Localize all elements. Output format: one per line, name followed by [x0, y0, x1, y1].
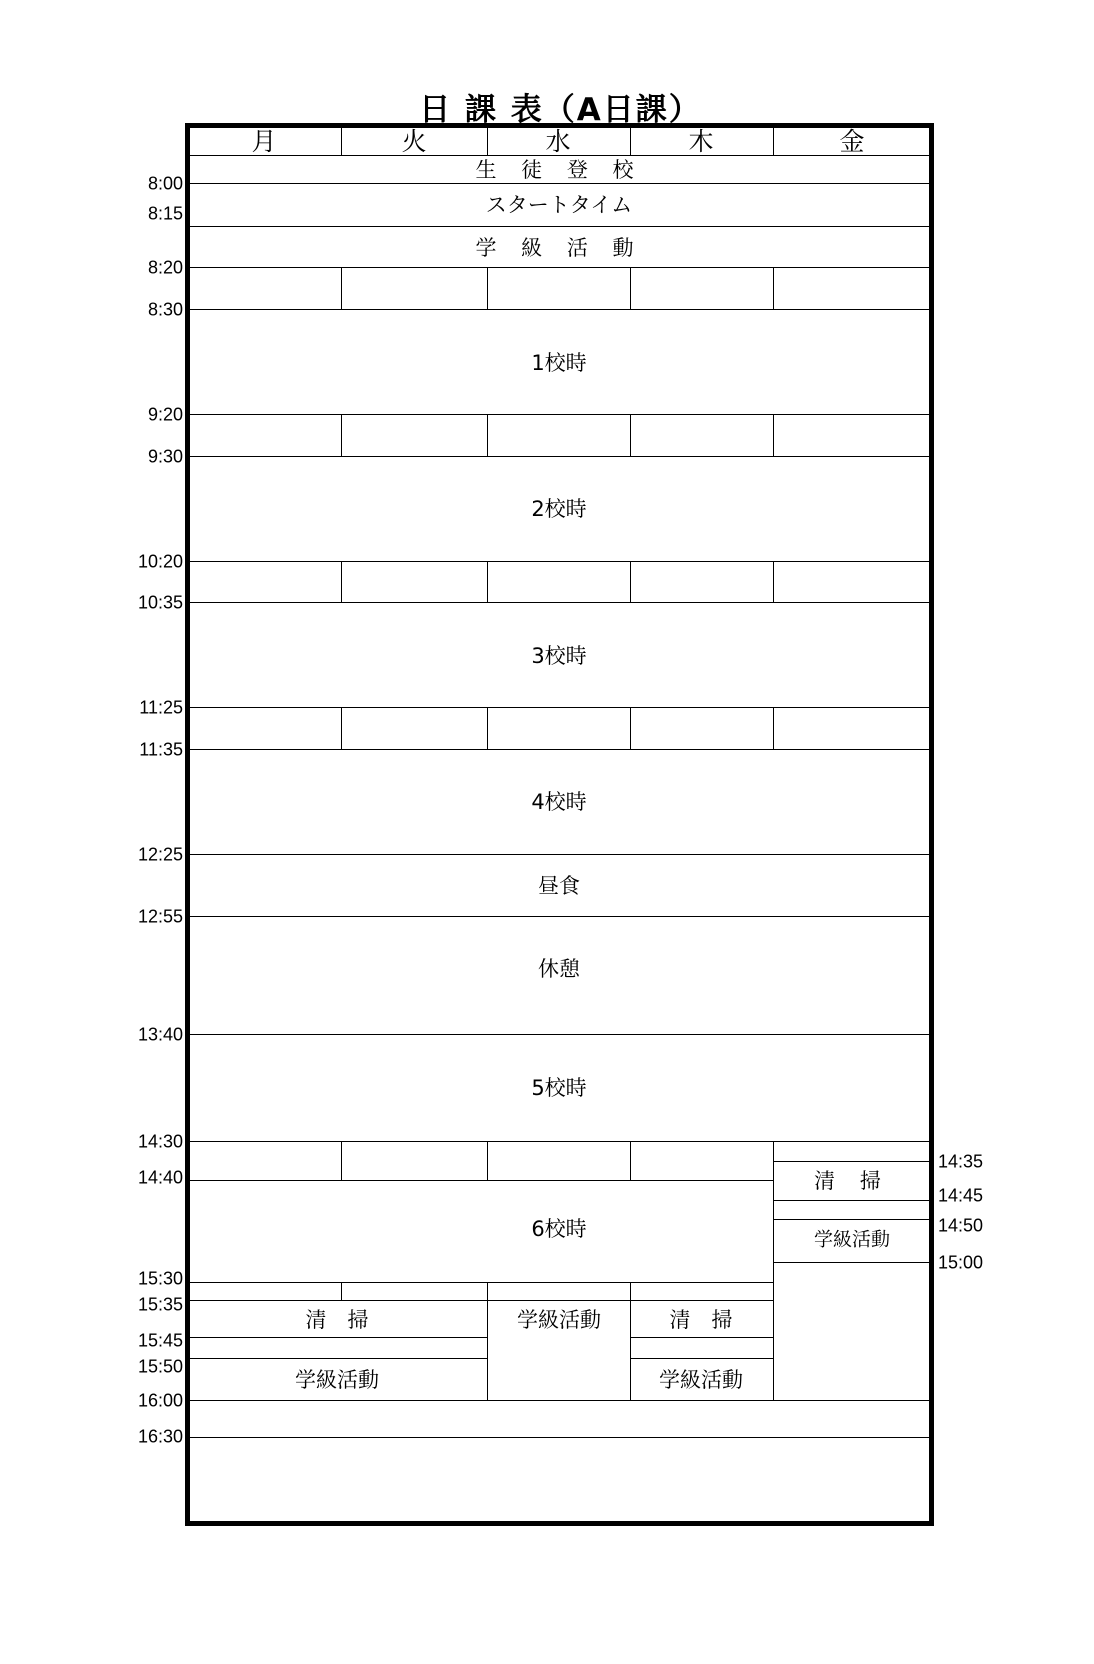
day-header-tue: 火 [401, 127, 427, 156]
grid-line [188, 1141, 930, 1142]
grid-line [341, 414, 342, 456]
friday-cleaning: 清 掃 [814, 1169, 890, 1193]
grid-line [188, 226, 930, 227]
wed-homeroom: 学級活動 [517, 1308, 601, 1332]
grid-line [188, 1358, 488, 1359]
grid-line [630, 1400, 773, 1401]
row-period5: 5校時 [531, 1076, 587, 1100]
time-label: 10:35 [137, 592, 183, 613]
time-label: 8:00 [147, 173, 183, 194]
grid-line [188, 916, 930, 917]
grid-line [341, 125, 342, 155]
grid-line [341, 1282, 342, 1300]
grid-line [773, 1219, 930, 1220]
grid-line [773, 1262, 930, 1263]
time-label: 13:40 [137, 1024, 183, 1045]
grid-line [487, 707, 488, 749]
grid-line [188, 1282, 773, 1283]
time-label: 11:25 [139, 697, 183, 718]
time-label: 9:30 [147, 446, 183, 467]
grid-line [630, 125, 631, 155]
grid-line [630, 1141, 631, 1180]
grid-line [487, 1282, 488, 1400]
grid-line [188, 456, 930, 457]
time-label: 11:35 [139, 739, 183, 760]
time-label: 8:20 [147, 257, 183, 278]
friday-homeroom: 学級活動 [813, 1228, 891, 1251]
time-label: 16:30 [137, 1426, 183, 1447]
time-label: 10:20 [137, 551, 183, 572]
time-label: 15:35 [137, 1294, 183, 1315]
grid-line [188, 707, 930, 708]
row-rest: 休憩 [538, 957, 580, 981]
time-label: 14:35 [938, 1151, 984, 1172]
row-period3: 3校時 [531, 644, 587, 668]
grid-line [188, 602, 930, 603]
grid-line [487, 414, 488, 456]
time-label: 15:30 [137, 1268, 183, 1289]
grid-line [773, 125, 774, 155]
thu-homeroom: 学級活動 [659, 1368, 743, 1392]
time-label: 15:50 [137, 1356, 183, 1377]
time-label: 15:45 [137, 1330, 183, 1351]
grid-line [188, 1400, 488, 1401]
grid-line [188, 1437, 930, 1438]
row-period2: 2校時 [531, 497, 587, 521]
grid-line [188, 414, 930, 415]
grid-line [630, 707, 631, 749]
thu-cleaning: 清 掃 [669, 1308, 733, 1332]
time-label: 12:55 [137, 906, 183, 927]
day-header-fri: 金 [839, 127, 865, 156]
grid-line [188, 1180, 773, 1181]
grid-line [773, 414, 774, 456]
grid-line [487, 125, 488, 155]
grid-line [630, 1358, 773, 1359]
row-start-time: スタートタイム [485, 193, 633, 217]
row-period1: 1校時 [531, 351, 587, 375]
grid-line [773, 267, 774, 309]
grid-line [188, 749, 930, 750]
grid-line [188, 561, 930, 562]
grid-line [188, 854, 930, 855]
grid-line [630, 267, 631, 309]
grid-line [773, 1161, 930, 1162]
time-label: 14:50 [938, 1215, 984, 1236]
row-homeroom: 学 級 活 動 [475, 236, 643, 260]
grid-line [630, 414, 631, 456]
grid-line [188, 1300, 773, 1301]
grid-line [630, 561, 631, 602]
grid-line [341, 1141, 342, 1180]
time-label: 14:40 [137, 1167, 183, 1188]
grid-line [773, 1141, 774, 1400]
grid-line [341, 561, 342, 602]
grid-line [630, 1337, 773, 1338]
time-label: 8:15 [147, 203, 183, 224]
mon-tue-homeroom: 学級活動 [295, 1368, 379, 1392]
time-label: 8:30 [147, 299, 183, 320]
time-label: 14:30 [137, 1131, 183, 1152]
grid-line [773, 561, 774, 602]
time-label: 12:25 [137, 844, 183, 865]
time-label: 9:20 [147, 404, 183, 425]
grid-line [773, 707, 774, 749]
grid-line [487, 561, 488, 602]
grid-line [487, 1141, 488, 1180]
grid-line [773, 1200, 930, 1201]
row-arrival: 生 徒 登 校 [475, 158, 643, 182]
day-header-wed: 水 [545, 127, 571, 156]
grid-line [188, 1034, 930, 1035]
time-label: 16:00 [137, 1390, 183, 1411]
grid-line [341, 267, 342, 309]
grid-line [630, 1282, 631, 1400]
grid-line [188, 1337, 488, 1338]
row-period4: 4校時 [531, 790, 587, 814]
mon-tue-cleaning: 清 掃 [305, 1308, 369, 1332]
grid-line [341, 707, 342, 749]
row-period6: 6校時 [531, 1217, 587, 1241]
row-lunch: 昼食 [538, 874, 580, 898]
day-header-thu: 木 [688, 127, 714, 156]
grid-line [188, 309, 930, 310]
page-title: 日 課 表（A日課） [419, 92, 702, 128]
time-label: 15:00 [938, 1252, 984, 1273]
grid-line [487, 267, 488, 309]
grid-line [188, 267, 930, 268]
day-header-mon: 月 [251, 127, 277, 156]
time-label: 14:45 [938, 1185, 984, 1206]
